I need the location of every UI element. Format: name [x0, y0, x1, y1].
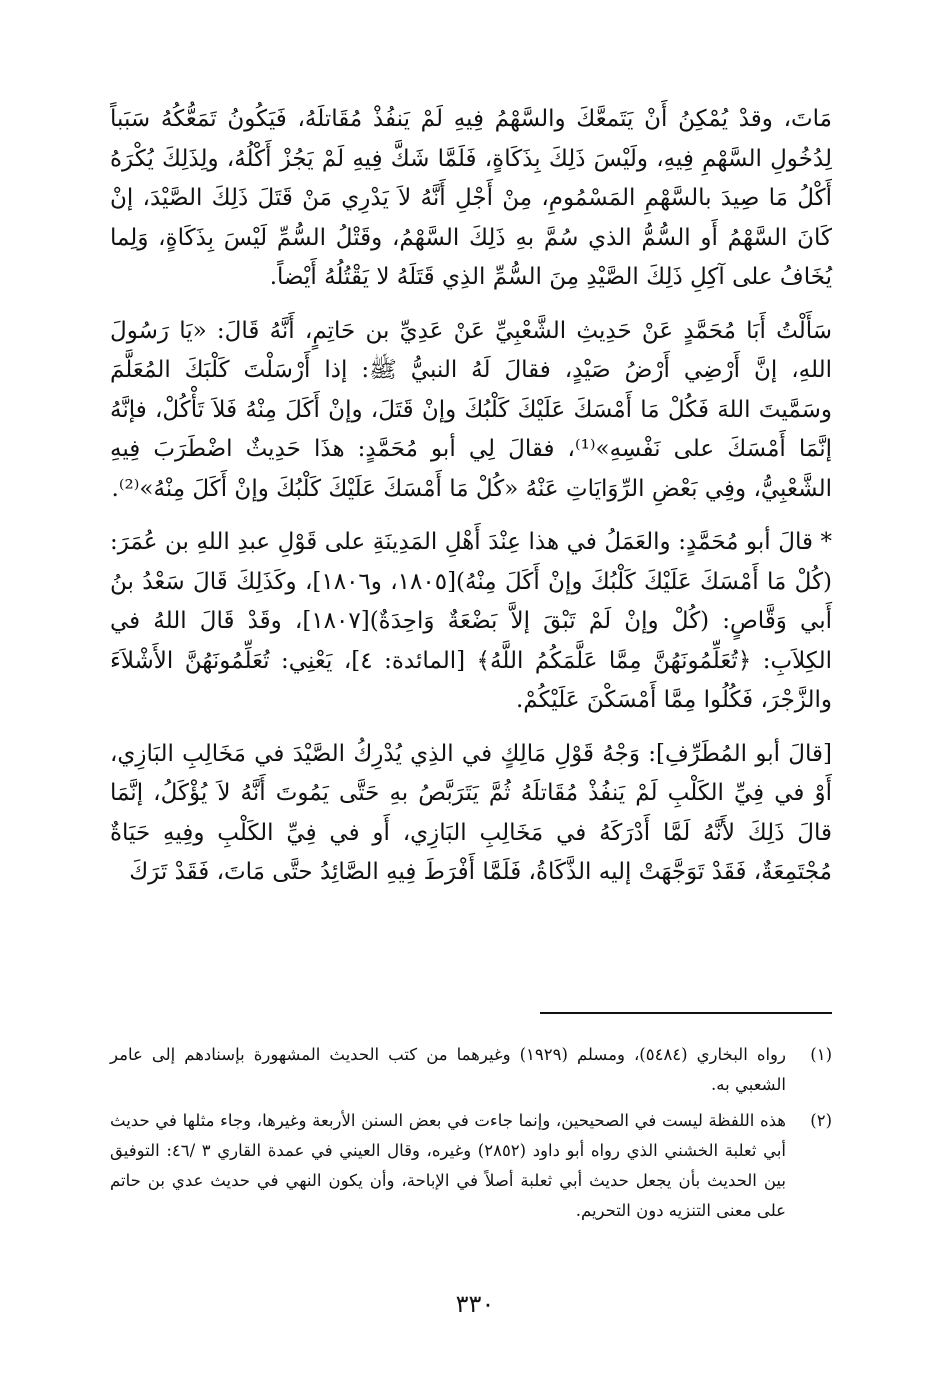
paragraph-3: * قالَ أبو مُحَمَّدٍ: والعَمَلُ في هذا عِنْدَ أَهْلِ المَدِينَةِ على قَوْلِ عبدِ اللهِ بن عُمَرَ: (كُلْ مَا أَمْسَكَ عَلَيْكَ كَلْبُكَ وإنْ أَكَلَ مِنْهُ)[١٨٠٥، و١٨٠٦]، وكَذَلِكَ قَالَ سَعْدُ بنُ أَبي وَقَّاصٍ: (كُلْ وإنْ لَمْ تَبْقَ إلاَّ بَضْعَةٌ وَاحِدَةٌ)[١٨٠٧]، وقَدْ قَالَ اللهُ في الكِلاَبِ: ﴿تُعَلِّمُونَهُنَّ مِمَّا عَلَّمَكُمُ اللَّهُ﴾ [المائدة: ٤]، يَعْنِي: تُعَلِّمُونَهُنَّ الأَشْلاَءَ والزَّجْرَ، فَكُلُوا مِمَّا أَمْسَكْنَ عَلَيْكُمْ.: [110, 529, 833, 713]
footnote-number: (١): [810, 1045, 832, 1064]
footnote-text: رواه البخاري (٥٤٨٤)، ومسلم (١٩٢٩) وغيرهما من كتب الحديث المشهورة بإسنادهم إلى عامر الشعبي به.: [110, 1045, 786, 1094]
footnotes: [110, 1040, 832, 1232]
footnote-number: (٢): [810, 1111, 832, 1130]
page-number: ٣٣٠: [455, 1290, 495, 1318]
footnote-2: [110, 1106, 832, 1226]
paragraph-1: مَاتَ، وقدْ يُمْكِنُ أَنْ يَتَمعَّكَ والسَّهْمُ فِيهِ لَمْ يَنفُذْ مُقَاتلَهُ، فَيَكُونُ تَمَعُّكُهُ سَبَباً لِدُخُولِ السَّهْمِ فِيهِ، ولَيْسَ ذَلِكَ بِذَكَاةٍ، فَلَمَّا شَكَّ فِيهِ لَمْ يَجُزْ أَكْلُهُ، ولِذَلِكَ يُكْرَهُ أَكْلُ مَا صِيدَ بالسَّهْمِ المَسْمُومِ، مِنْ أَجْلِ أَنَّهُ لاَ يَدْرِي مَنْ قَتَلَ ذَلِكَ الصَّيْدَ، إنْ كَانَ السَّهْمُ أَو السُّمُّ الذي سُمَّ بهِ ذَلِكَ السَّهْمُ، وقَتْلُ السُّمِّ لَيْسَ بِذَكَاةٍ، وَلِما يُخَافُ على آكِلِ ذَلِكَ الصَّيْدِ مِنَ السُّمِّ الذِي قَتَلَهُ لا يَقْتُلُهُ أَيْضاً.: [110, 106, 832, 290]
paragraph-4: [قالَ أبو المُطَرِّفِ]: وَجْهُ قَوْلِ مَالِكٍ في الذِي يُدْرِكُ الصَّيْدَ في مَخَالِبِ البَازِي، أَوْ في فِيِّ الكَلْبِ لَمْ يَنفُذْ مُقَاتلَهُ ثُمَّ يَتَرَبَّصُ بهِ حَتَّى يَمُوتَ أَنَّهُ لاَ يُؤْكَلُ، إنَّمَا قالَ ذَلِكَ لأَنَّهُ لَمَّا أَدْرَكَهُ في مَخَالِبِ البَازِي، أَو في فِيِّ الكَلْبِ وفِيهِ حَيَاةٌ مُجْتَمِعَةٌ، فَقَدْ تَوَجَّهَتْ إليه الذَّكَاةُ، فَلَمَّا أَفْرَطَ فِيهِ الصَّائِدُ حتَّى مَاتَ، فَقَدْ تَرَكَ: [110, 740, 832, 885]
footnote-text: هذه اللفظة ليست في الصحيحين، وإنما جاءت في بعض السنن الأربعة وغيرها، وجاء مثلها في حديث أبي ثعلبة الخشني الذي رواه أبو داود (٢٨٥٢) وغيره، وقال العيني في عمدة القاري ٣ /٤٦: التوفيق بين الحديث بأن يجعل حديث أبي ثعلبة أصلاً في الإباحة، وأن يكون النهي في حديث عدي بن حاتم على معنى التنزيه دون التحريم.: [110, 1111, 787, 1220]
paragraph-2: سَأَلْتُ أَبَا مُحَمَّدٍ عَنْ حَدِيثِ الشَّعْبِيِّ عَنْ عَدِيِّ بن حَاتِمٍ، أَنَّهُ قَالَ: «يَا رَسُولَ اللهِ، إنَّ أَرْضِي أَرْضُ صَيْدٍ، فقالَ لَهُ النبيُّ ﷺ: إذا أَرْسَلْتَ كَلْبَكَ المُعَلَّمَ وسَمَّيتَ اللهَ فَكُلْ مَا أَمْسَكَ عَلَيْكَ كَلْبُكَ وإنْ قَتَلَ، وإنْ أَكَلَ مِنْهُ فَلاَ تَأْكُلْ، فإنَّهُ إنَّمَا أَمْسَكَ على نَفْسِهِ»⁽¹⁾، فقالَ لِي أبو مُحَمَّدٍ: هذَا حَدِيثٌ اضْطَرَبَ فِيهِ الشَّعْبِيُّ، وفِي بَعْضِ الرِّوَايَاتِ عَنْهُ «كُلْ مَا أَمْسَكَ عَلَيْكَ كَلْبُكَ وإنْ أَكَلَ مِنْهُ»⁽²⁾.: [110, 317, 832, 502]
main-text: [110, 100, 832, 893]
footnote-divider: [540, 1012, 832, 1014]
footnote-1: [110, 1040, 832, 1100]
